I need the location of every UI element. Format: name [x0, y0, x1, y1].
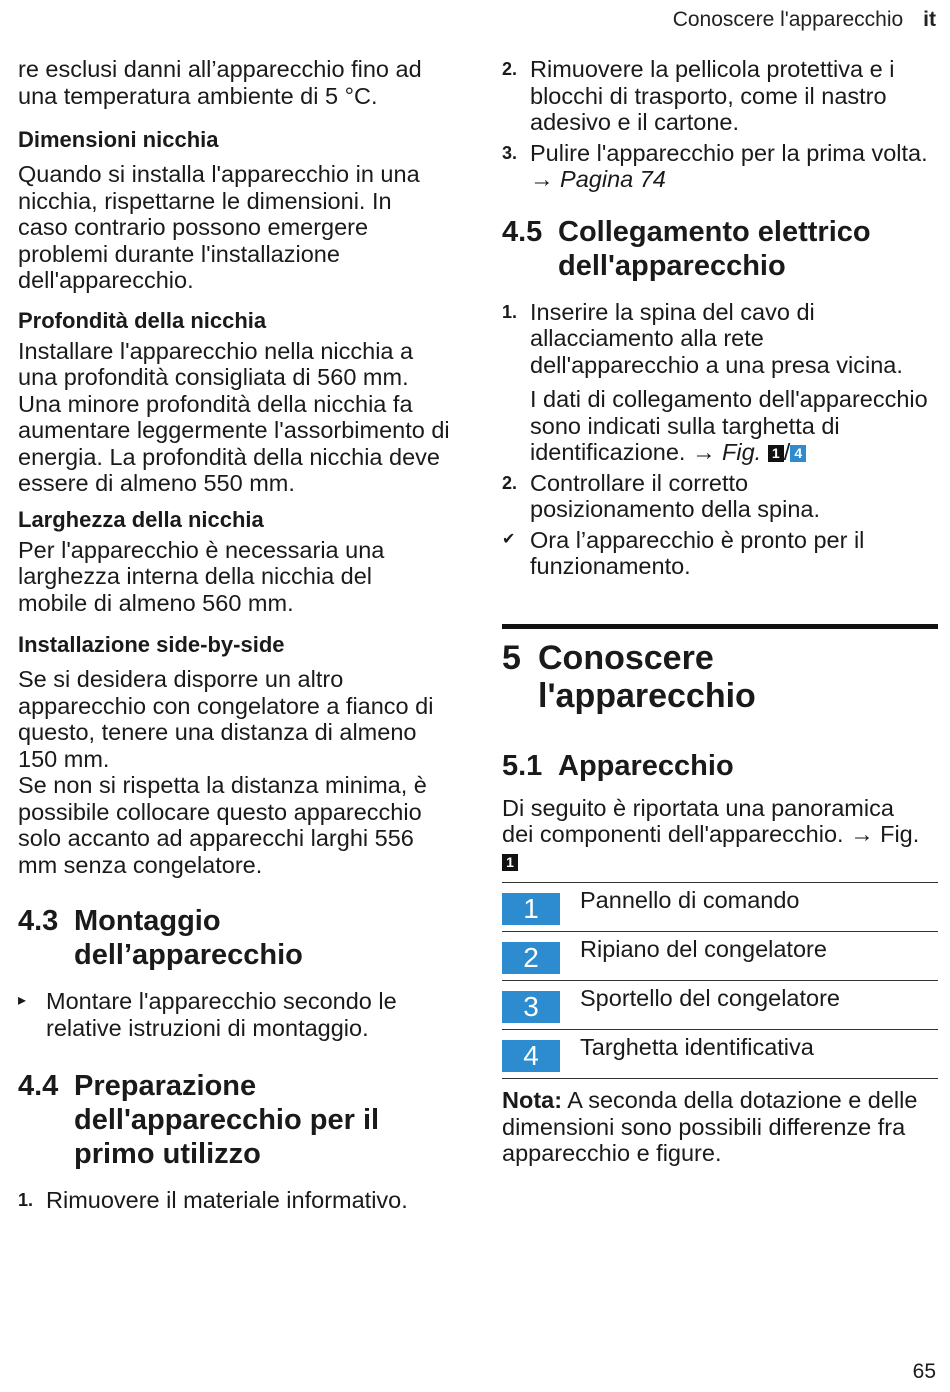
step-number: 2.: [502, 59, 518, 79]
section-5-1-number: 5.1: [502, 749, 543, 782]
section-4-5-number: 4.5: [502, 215, 543, 248]
dim-paragraph: Quando si installa l'apparecchio in una nicchia, rispettarne le dimensioni. In caso contrario possono emergere problemi durante l'installazione dell'apparecchio.: [18, 161, 420, 293]
part-label: Pannello di comando: [560, 883, 938, 932]
table-row: [502, 932, 938, 981]
figure-badge-1: 1: [768, 445, 784, 462]
section-4-4-step-3-text: Pulire l'apparecchio per la prima volta.: [530, 139, 928, 166]
chapter-5-heading: [502, 624, 938, 715]
side-paragraph-1: Se si desidera disporre un altro apparecchio con congelatore a fianco di questo, tenere una distanza di almeno 150 mm.: [18, 666, 434, 772]
figure-badge-1: 1: [502, 854, 518, 871]
side-heading: Installazione side-by-side: [18, 632, 285, 657]
section-4-5-step-2-text: Controllare il corretto posizionamento della spina.: [530, 469, 821, 522]
triangle-bullet-icon: ▸: [18, 992, 27, 1009]
larg-heading: Larghezza della nicchia: [18, 506, 264, 532]
header-language: it: [923, 8, 936, 31]
section-4-4-step-2: [502, 56, 938, 136]
figure-reference[interactable]: Fig.: [722, 439, 762, 465]
intro-paragraph: re esclusi danni all’apparecchio fino ad una temperatura ambiente di 5 °C.: [18, 56, 422, 109]
prof-heading: Profondità della nicchia: [18, 307, 267, 333]
section-4-5-heading: [502, 215, 938, 283]
prof-paragraph-2: Una minore profondità della nicchia fa aumentare leggermente l'assorbimento di energia. La profondità della nicchia deve essere di almeno 550 mm.: [18, 390, 450, 496]
part-number-badge: 3: [502, 991, 560, 1023]
section-4-4-number: 4.4: [18, 1070, 59, 1102]
part-label: Sportello del congelatore: [560, 981, 938, 1030]
arrow-right-icon: →: [530, 166, 554, 192]
section-4-4-step-1: [18, 1187, 458, 1214]
section-4-4-step-2-text: Rimuovere la pellicola protettiva e i blocchi di trasporto, come il nastro adesivo e il cartone.: [530, 56, 895, 135]
table-row: [502, 883, 938, 932]
checkmark-icon: ✔: [502, 530, 516, 548]
prof-paragraph-1: Installare l'apparecchio nella nicchia a una profondità consigliata di 560 mm.: [18, 337, 414, 390]
section-4-5-note-text: I dati di collegamento dell'apparecchio sono indicati sulla targhetta di identificazione.: [530, 386, 928, 465]
section-4-5-step-1: [502, 299, 938, 379]
section-4-5-title: Collegamento elettrico dell'apparecchio: [558, 215, 871, 282]
part-number-badge: 1: [502, 893, 560, 925]
arrow-right-icon: →: [850, 821, 874, 847]
section-4-5-step-1-note: [502, 386, 936, 466]
section-4-4-title: Preparazione dell'apparecchio per il primo utilizzo: [74, 1070, 380, 1170]
section-4-3-heading: [18, 904, 458, 972]
part-number-badge: 4: [502, 1040, 560, 1072]
page-header: [673, 8, 936, 32]
figure-reference[interactable]: Fig.: [880, 821, 920, 847]
figure-badge-4: 4: [790, 445, 806, 462]
section-4-3-title: Montaggio dell’apparecchio: [74, 905, 303, 971]
table-row: [502, 1030, 938, 1079]
step-number: 2.: [502, 472, 518, 493]
section-5-1-heading: [502, 749, 938, 783]
page-number: 65: [912, 1360, 936, 1383]
section-4-3-number: 4.3: [18, 905, 59, 937]
section-4-5-result-text: Ora l’apparecchio è pronto per il funzionamento.: [530, 526, 865, 579]
right-column: [502, 56, 938, 1167]
slash-separator: /: [783, 439, 791, 465]
note-label: Nota:: [502, 1087, 563, 1113]
part-label: Targhetta identificativa: [560, 1030, 938, 1079]
part-label: Ripiano del congelatore: [560, 932, 938, 981]
note-text: A seconda della dotazione e delle dimensioni sono possibili differenze fra apparecchio e figure.: [502, 1087, 918, 1166]
section-5-1-paragraph: [502, 795, 927, 875]
section-4-4-step-1-text: Rimuovere il materiale informativo.: [46, 1187, 408, 1213]
chapter-5-number: 5: [502, 638, 521, 677]
section-4-4-heading: [18, 1069, 458, 1171]
section-5-1-text: Di seguito è riportata una panoramica dei componenti dell'apparecchio.: [502, 794, 894, 847]
parts-table: [502, 882, 938, 1079]
section-5-1-title: Apparecchio: [558, 749, 734, 782]
section-4-5-step-2: [502, 470, 938, 523]
section-4-3-item: [18, 988, 458, 1041]
dim-heading: Dimensioni nicchia: [18, 127, 219, 152]
step-number: 1.: [18, 1190, 34, 1210]
chapter-5-title: Conoscere l'apparecchio: [538, 638, 756, 715]
step-number: 1.: [502, 301, 518, 322]
larg-paragraph: Per l'apparecchio è necessaria una larghezza interna della nicchia del mobile di almeno 560 mm.: [18, 536, 385, 616]
section-4-4-step-3: [502, 140, 938, 193]
section-4-5-result: [502, 527, 938, 580]
arrow-right-icon: →: [692, 439, 716, 465]
section-4-5-step-1-text: Inserire la spina del cavo di allacciamento alla rete dell'apparecchio a una presa vicina.: [530, 298, 903, 378]
part-number-badge: 2: [502, 942, 560, 974]
left-column: [18, 56, 458, 1214]
header-title: Conoscere l'apparecchio: [672, 8, 904, 31]
side-paragraph-2: Se non si rispetta la distanza minima, è possibile collocare questo apparecchio solo accanto ad apparecchi larghi 556 mm senza congelatore.: [18, 772, 427, 878]
section-4-3-item-text: Montare l'apparecchio secondo le relative istruzioni di montaggio.: [46, 988, 397, 1041]
page-reference-link[interactable]: Pagina 74: [560, 166, 666, 192]
section-4-4-step-3-content: [530, 140, 935, 193]
note-paragraph: [502, 1087, 927, 1167]
table-row: [502, 981, 938, 1030]
step-number: 3.: [502, 142, 518, 163]
